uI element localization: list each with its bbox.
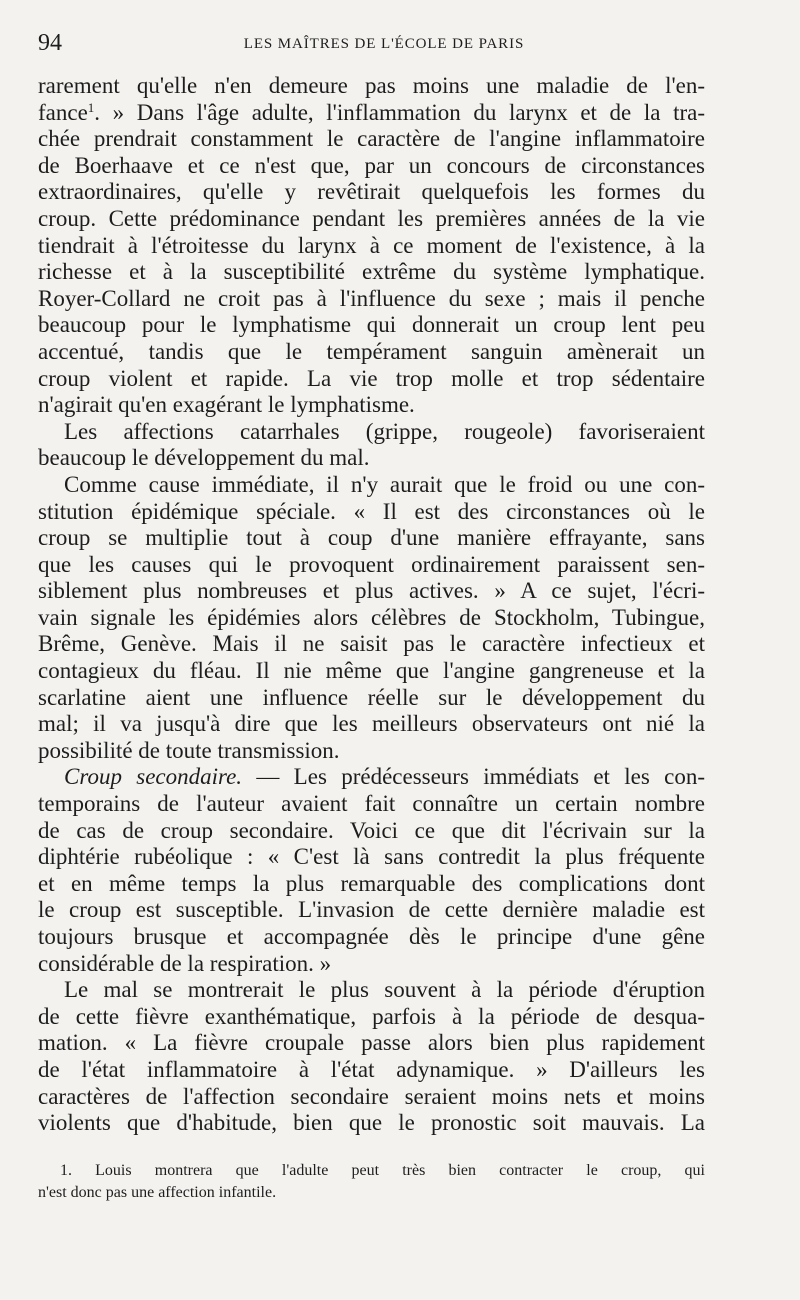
text-line: croup violent et rapide. La vie trop molle et trop sédentaire [38, 365, 705, 391]
text-fragment: fance [38, 99, 88, 125]
paragraph-start [38, 764, 705, 791]
footnotes [38, 1160, 705, 1204]
footnote-line: n'est donc pas une affection infantile. [38, 1184, 277, 1201]
text-line: tiendrait à l'étroitesse du larynx à ce moment de l'existence, à la [38, 232, 705, 258]
text-line: n'agirait qu'en exagérant le lymphatisme. [38, 392, 415, 418]
text-line: toujours brusque et accompagnée dès le principe d'une gêne [38, 924, 705, 949]
text-fragment: — Les prédécesseurs immédiats et les con- [242, 764, 705, 790]
text-line: beaucoup pour le lymphatisme qui donnerait un croup lent peu [38, 312, 705, 338]
text-line: mal; il va jusqu'à dire que les meilleurs observateurs ont nié la [38, 711, 705, 737]
text-line: que les causes qui le provoquent ordinairement paraissent sen- [38, 551, 705, 577]
page-number: 94 [38, 30, 62, 56]
paragraph-start: Les affections catarrhales (grippe, rougeole) favoriseraient [64, 418, 705, 444]
text-line: de cette fièvre exanthématique, parfois à la période de desqua- [38, 1003, 705, 1029]
text-line: accentué, tandis que le tempérament sanguin amènerait un [38, 338, 705, 364]
running-header [38, 30, 730, 60]
section-heading: Croup secondaire. [64, 764, 243, 790]
text-line: de l'état inflammatoire à l'état adynamique. » D'ailleurs les [38, 1056, 705, 1082]
text-line: et en même temps la plus remarquable des complications dont [38, 870, 705, 896]
paragraph-start: Comme cause immédiate, il n'y aurait que le froid ou une con- [64, 471, 705, 497]
text-line: possibilité de toute transmission. [38, 737, 340, 763]
text-line: le croup est susceptible. L'invasion de cette dernière maladie est [38, 897, 705, 923]
text-line: violents que d'habitude, bien que le pronostic soit mauvais. La [38, 1110, 705, 1136]
text-line: beaucoup le développement du mal. [38, 445, 370, 471]
text-line: Brême, Genève. Mais il ne saisit pas le caractère infectieux et [38, 631, 705, 657]
text-line: considérable de la respiration. » [38, 950, 332, 976]
text-line: contagieux du fléau. Il nie même que l'angine gangreneuse et la [38, 658, 705, 684]
paragraph-start: Le mal se montrerait le plus souvent à la période d'éruption [64, 977, 705, 1003]
text-line: siblement plus nombreuses et plus actives. » A ce sujet, l'écri- [38, 578, 705, 604]
text-line: Royer-Collard ne croit pas à l'influence du sexe ; mais il penche [38, 285, 705, 311]
text-line: croup se multiplie tout à coup d'une manière effrayante, sans [38, 525, 705, 551]
text-line: richesse et à la susceptibilité extrême du système lymphatique. [38, 259, 705, 285]
text-line: extraordinaires, qu'elle y revêtirait quelquefois les formes du [38, 179, 705, 205]
text-line: diphtérie rubéolique : « C'est là sans contredit la plus fréquente [38, 844, 705, 870]
text-line: de Boerhaave et ce n'est que, par un concours de circonstances [38, 152, 705, 178]
text-fragment: . » Dans l'âge adulte, l'inflammation du larynx et de la tra- [94, 99, 705, 125]
text-line: chée prendrait constamment le caractère de l'angine inflammatoire [38, 126, 705, 152]
text-line: scarlatine aient une influence réelle sur le développement du [38, 684, 705, 710]
running-title: LES MAÎTRES DE L'ÉCOLE DE PARIS [243, 36, 525, 52]
footnote-ref: 1 [87, 99, 95, 115]
text-line: croup. Cette prédominance pendant les premières années de la vie [38, 205, 705, 231]
text-line [38, 100, 705, 127]
text-line: vain signale les épidémies alors célèbres de Stockholm, Tubingue, [38, 604, 705, 630]
body-text [38, 73, 705, 1137]
footnote-line: 1. Louis montrera que l'adulte peut très bien contracter le croup, qui [60, 1162, 705, 1179]
text-line: de cas de croup secondaire. Voici ce que dit l'écrivain sur la [38, 817, 705, 843]
text-line: caractères de l'affection secondaire seraient moins nets et moins [38, 1083, 705, 1109]
text-line: rarement qu'elle n'en demeure pas moins une maladie de l'en- [38, 73, 705, 98]
text-line: mation. « La fièvre croupale passe alors bien plus rapidement [38, 1030, 705, 1056]
text-line: temporains de l'auteur avaient fait connaître un certain nombre [38, 791, 705, 817]
text-line: stitution épidémique spéciale. « Il est des circonstances où le [38, 498, 705, 524]
